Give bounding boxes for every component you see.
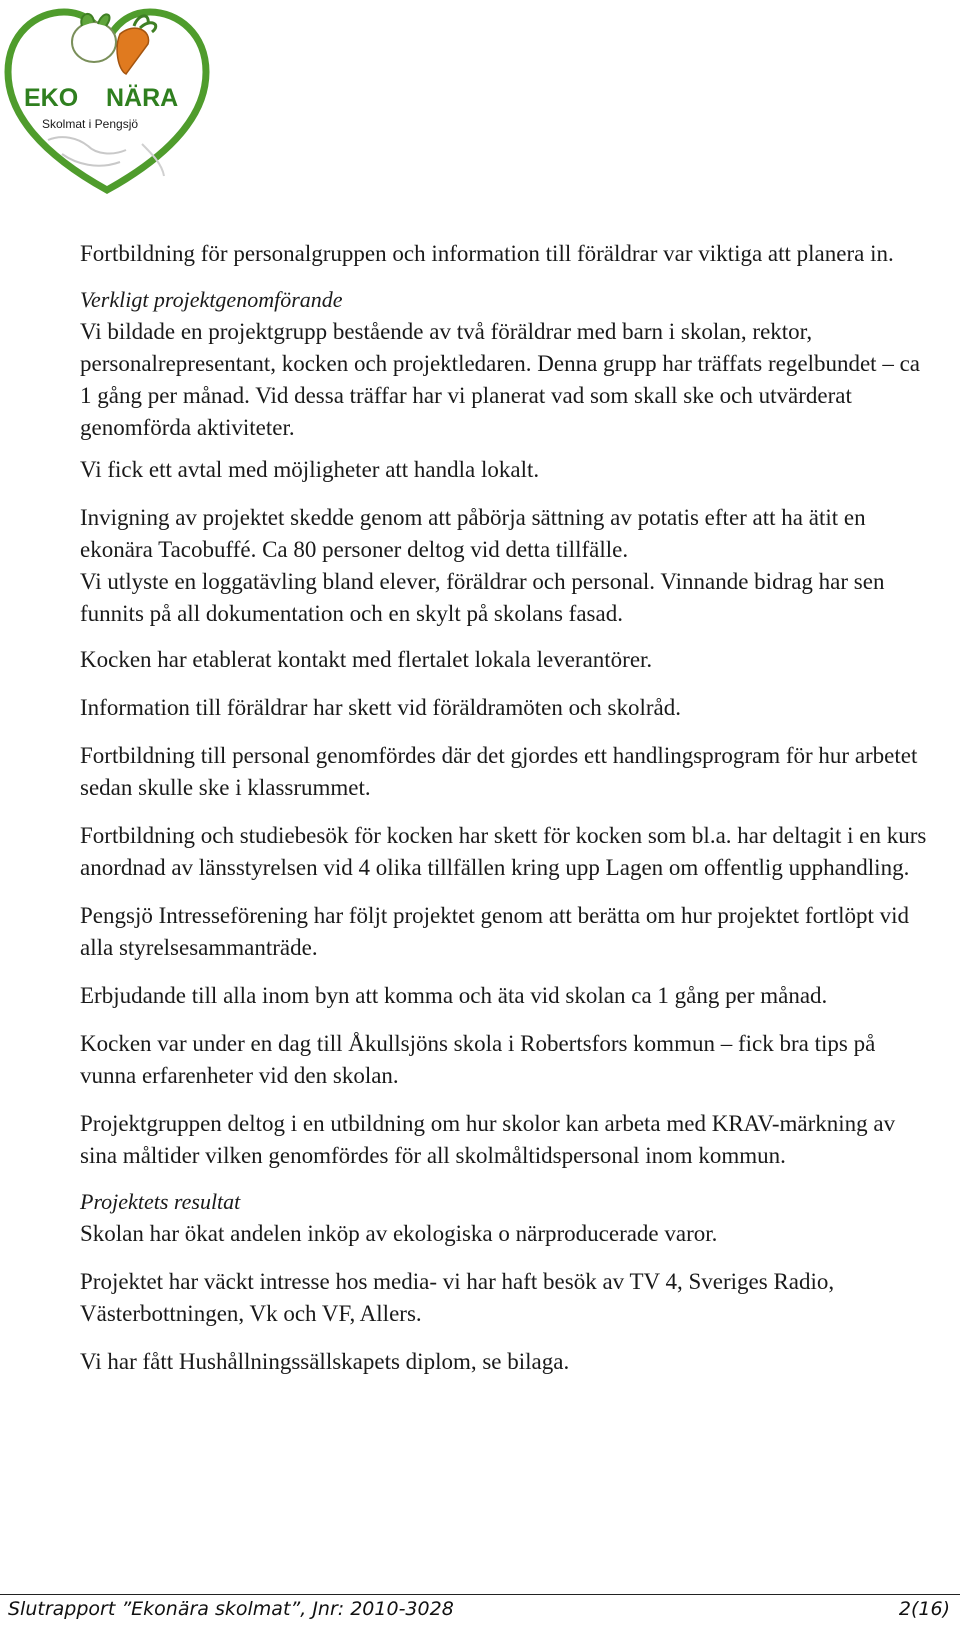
paragraph: Kocken var under en dag till Åkullsjöns skola i Robertsfors kommun – fick bra tips på vunna erfarenheter vid den skolan.	[80, 1031, 876, 1088]
document-body	[80, 238, 930, 1378]
logo-subtitle: Skolmat i Pengsjö	[42, 117, 139, 131]
paragraph: Projektgruppen deltog i en utbildning om hur skolor kan arbeta med KRAV-märkning av sina måltider vilken genomfördes för all skolmåltidspersonal inom kommun.	[80, 1111, 896, 1168]
paragraph: Fortbildning till personal genomfördes där det gjordes ett handlingsprogram för hur arbetet sedan skulle ske i klassrummet.	[80, 743, 918, 800]
paragraph: Vi bildade en projektgrupp bestående av två föräldrar med barn i skolan, rektor, personalrepresentant, kocken och projektledaren. Denna grupp har träffats regelbundet – ca 1 gång per månad. Vid dessa träffar har vi planerat vad som skall ske och utvärderat genomförda aktiviteter.	[80, 319, 920, 440]
footer-page-number: 2(16)	[898, 1598, 950, 1620]
paragraph: Projektet har väckt intresse hos media- vi har haft besök av TV 4, Sveriges Radio, Västerbottningen, Vk och VF, Allers.	[80, 1269, 835, 1326]
paragraph: Vi fick ett avtal med möjligheter att handla lokalt.	[80, 457, 540, 482]
paragraph: Invigning av projektet skedde genom att påbörja sättning av potatis efter att ha ätit en ekonära Tacobuffé. Ca 80 personer deltog vid detta tillfälle.	[80, 505, 866, 562]
paragraph: Vi har fått Hushållningssällskapets diplom, se bilaga.	[80, 1349, 570, 1374]
paragraph: Information till föräldrar har skett vid föräldramöten och skolråd.	[80, 695, 681, 720]
paragraph: Fortbildning och studiebesök för kocken har skett för kocken som bl.a. har deltagit i en kurs anordnad av länsstyrelsen vid 4 olika tillfällen kring upp Lagen om offentlig upphandling.	[80, 823, 927, 880]
paragraph: Vi utlyste en loggatävling bland elever, föräldrar och personal. Vinnande bidrag har sen funnits på all dokumentation och en skylt på skolans fasad.	[80, 569, 885, 626]
paragraph: Kocken har etablerat kontakt med flertalet lokala leverantörer.	[80, 647, 653, 672]
section-heading: Projektets resultat	[80, 1189, 241, 1214]
section-heading: Verkligt projektgenomförande	[80, 287, 343, 312]
footer-divider	[0, 1594, 960, 1595]
footer-report-title: Slutrapport ”Ekonära skolmat”, Jnr: 2010-3028	[8, 1598, 454, 1620]
logo-brand-right: NÄRA	[106, 84, 179, 112]
logo-brand-left: EKO	[24, 84, 79, 112]
paragraph: Erbjudande till alla inom byn att komma och äta vid skolan ca 1 gång per månad.	[80, 983, 828, 1008]
paragraph: Skolan har ökat andelen inköp av ekologiska o närproducerade varor.	[80, 1221, 718, 1246]
page-footer	[8, 1598, 950, 1626]
eko-nara-logo	[2, 4, 212, 194]
paragraph: Pengsjö Intresseförening har följt projektet genom att berätta om hur projektet fortlöpt vid alla styrelsesammanträde.	[80, 903, 910, 960]
paragraph: Fortbildning för personalgruppen och information till föräldrar var viktiga att planera in.	[80, 241, 894, 266]
